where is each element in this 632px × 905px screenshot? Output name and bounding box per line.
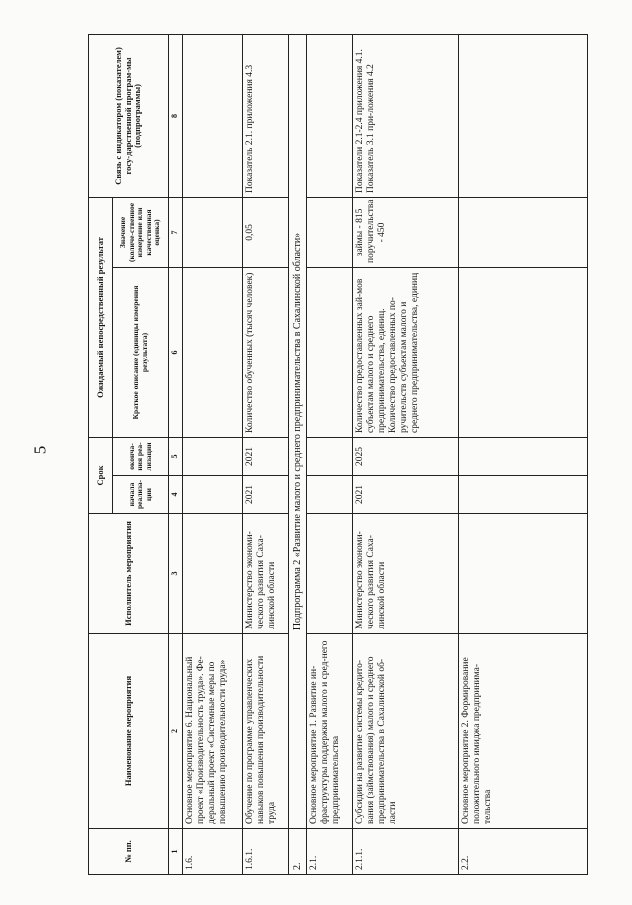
- row-end: 2025: [353, 437, 459, 475]
- header-row: [89, 34, 113, 874]
- row-link: Показатель 2.1. приложения 4.3: [243, 34, 289, 197]
- table-row: [183, 34, 243, 874]
- row-executor: [459, 514, 588, 634]
- row-start: [459, 476, 588, 514]
- header-num: № пп.: [89, 829, 169, 875]
- row-num: 1.6.: [183, 829, 243, 875]
- header-link: Связь с индикатором (показателем) госу-дарственной програм-мы (подпрограммы): [89, 34, 169, 197]
- col-number: 7: [169, 197, 183, 267]
- col-number: 3: [169, 514, 183, 634]
- row-executor: [183, 514, 243, 634]
- row-desc: Количество обученных (тысяч человек): [243, 267, 289, 437]
- row-end: [307, 437, 353, 475]
- row-name: Основное мероприятие 1. Развитие ин-фраструктуры поддержки малого и сред-него предпринимательства: [307, 634, 353, 829]
- row-value: [183, 197, 243, 267]
- row-num: 1.6.1.: [243, 829, 289, 875]
- table-row: [459, 34, 588, 874]
- col-number: 1: [169, 829, 183, 875]
- row-start: [183, 476, 243, 514]
- table-row: [307, 34, 353, 874]
- row-value: [307, 197, 353, 267]
- header-name: Наименование мероприятия: [89, 634, 169, 829]
- row-num: 2.2.: [459, 829, 588, 875]
- row-num: 2.1.: [307, 829, 353, 875]
- row-end: [459, 437, 588, 475]
- header-executor: Исполнитель мероприятия: [89, 514, 169, 634]
- col-number: 4: [169, 476, 183, 514]
- row-start: 2021: [243, 476, 289, 514]
- header-term-start: начала реализа-ции: [113, 476, 169, 514]
- row-name: Субсидии на развитие системы кредито-вания (займствования) малого и среднего предпринимательства в Сахалинской об-ласти: [353, 634, 459, 829]
- row-name: Основное мероприятие 6. Национальный проект «Производительность труда». Фе-деральный проект «Системные меры по повышению производительности труда»: [183, 634, 243, 829]
- row-link: [459, 34, 588, 197]
- row-link: [183, 34, 243, 197]
- events-table: [88, 34, 588, 875]
- row-desc: [183, 267, 243, 437]
- row-end: [183, 437, 243, 475]
- table-row: [353, 34, 459, 874]
- header-term: Срок: [89, 437, 113, 513]
- row-value: [459, 197, 588, 267]
- row-desc: Количество предоставленных зай-мов субъектам малого и среднего предпринимательства, единиц. Количество предоставленных по-ручительств субъектам малого и среднего предпринимательства, единиц: [353, 267, 459, 437]
- row-link: [307, 34, 353, 197]
- page-number: 5: [30, 445, 50, 455]
- header-term-end: оконча-ния реа-лизации: [113, 437, 169, 475]
- col-number: 8: [169, 34, 183, 197]
- row-value: займы - 815 поручительства - 450: [353, 197, 459, 267]
- col-number: 2: [169, 634, 183, 829]
- subprogram-num: 2.: [289, 829, 307, 875]
- header-result: Ожидаемый непосредственный результат: [89, 197, 113, 437]
- row-executor: Министерство экономи-ческого развития Саха-линской области: [353, 514, 459, 634]
- row-executor: [307, 514, 353, 634]
- header-result-desc: Краткое описание (единицы измерения результата): [113, 267, 169, 437]
- row-desc: [307, 267, 353, 437]
- row-num: 2.1.1.: [353, 829, 459, 875]
- row-desc: [459, 267, 588, 437]
- row-link: Показатели 2.1-2.4 приложения 4.1. Показатель 3.1 при-ложения 4.2: [353, 34, 459, 197]
- col-number: 6: [169, 267, 183, 437]
- subprogram-title: Подпрограмма 2 «Развитие малого и среднего предпринимательства в Сахалинской области»: [289, 34, 307, 828]
- row-name: Основное мероприятие 2. Формирование положительного имиджа предпринима-тельства: [459, 634, 588, 829]
- column-numbers-row: [169, 34, 183, 874]
- row-end: 2021: [243, 437, 289, 475]
- row-start: 2021: [353, 476, 459, 514]
- row-start: [307, 476, 353, 514]
- row-name: Обучение по программе управленческих навыков повышения производительности труда: [243, 634, 289, 829]
- document-sheet: [88, 35, 588, 875]
- table-row: [243, 34, 289, 874]
- subprogram-row: [289, 34, 307, 874]
- col-number: 5: [169, 437, 183, 475]
- header-result-value: Значение (количе-ственное измерение или качественная оценка): [113, 197, 169, 267]
- row-value: 0,05: [243, 197, 289, 267]
- row-executor: Министерство экономи-ческого развития Саха-линской области: [243, 514, 289, 634]
